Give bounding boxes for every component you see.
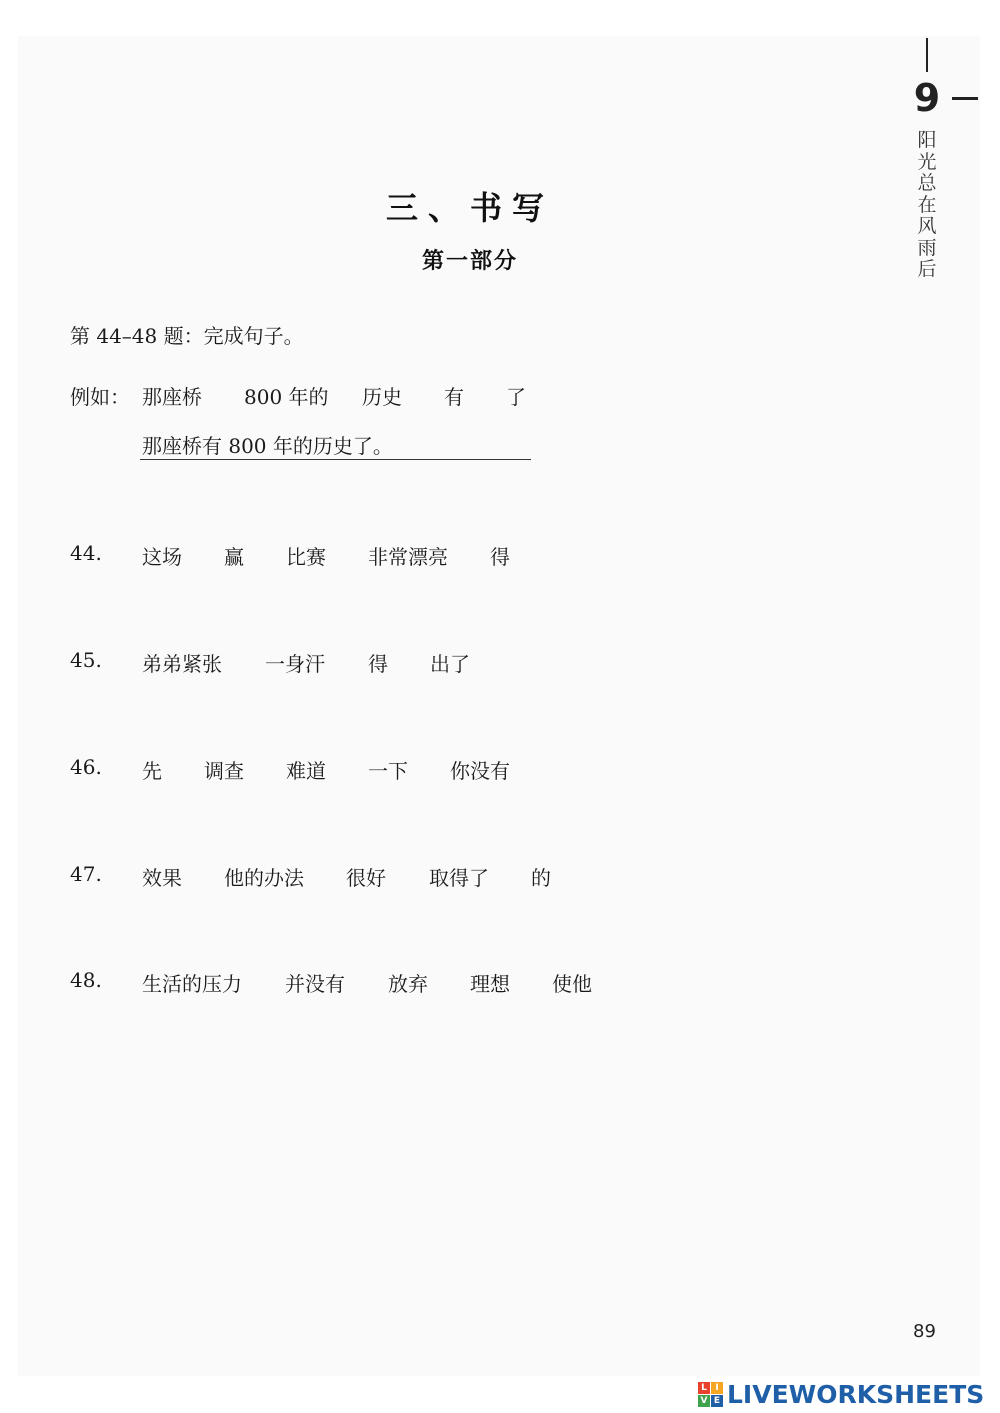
instruction-text: 第 44–48 题：完成句子。 [70, 324, 304, 348]
example-word: 那座桥 [142, 385, 202, 409]
question-word: 生活的压力 [142, 972, 242, 996]
logo-letter: V [698, 1395, 710, 1407]
question-number: 45. [70, 648, 102, 672]
section-subtitle: 第一部分 [421, 248, 518, 274]
question-word: 非常漂亮 [368, 545, 448, 569]
section-title: 三、书写 [385, 189, 554, 227]
chapter-tab-line [926, 38, 928, 72]
example-word: 有 [444, 385, 464, 409]
example-word: 历史 [362, 385, 402, 409]
example-word: 800 年的 [244, 385, 329, 409]
chapter-dash [952, 97, 978, 100]
question-word: 出了 [430, 652, 470, 676]
question-word: 这场 [142, 545, 182, 569]
question-word: 先 [142, 759, 162, 783]
question-number: 46. [70, 755, 102, 779]
question-word: 得 [490, 545, 510, 569]
liveworksheets-brand[interactable] [698, 1379, 984, 1409]
question-word: 一身汗 [265, 652, 325, 676]
question-word: 弟弟紧张 [142, 652, 222, 676]
page-number: 89 [913, 1321, 936, 1342]
question-word: 难道 [286, 759, 326, 783]
example-label: 例如： [70, 385, 130, 409]
worksheet-page [18, 36, 980, 1376]
question-word: 的 [531, 866, 551, 890]
question-word: 调查 [204, 759, 244, 783]
question-number: 48. [70, 968, 102, 992]
logo-letter: I [711, 1382, 723, 1394]
question-word: 使他 [552, 972, 592, 996]
question-word: 得 [368, 652, 388, 676]
question-word: 放弃 [388, 972, 428, 996]
question-word: 并没有 [285, 972, 345, 996]
question-number: 44. [70, 541, 102, 565]
brand-name: LIVEWORKSHEETS [727, 1379, 985, 1409]
logo-letter: E [711, 1395, 723, 1407]
question-word: 理想 [470, 972, 510, 996]
question-word: 比赛 [286, 545, 326, 569]
example-answer-line [140, 459, 531, 460]
question-word: 你没有 [450, 759, 510, 783]
question-word: 赢 [224, 545, 244, 569]
question-word: 效果 [142, 866, 182, 890]
question-word: 他的办法 [224, 866, 304, 890]
logo-letter: L [698, 1382, 710, 1394]
question-number: 47. [70, 862, 102, 886]
chapter-title: 阳光总在风雨后 [917, 129, 937, 280]
question-word: 一下 [368, 759, 408, 783]
question-word: 取得了 [429, 866, 489, 890]
example-word: 了 [506, 385, 526, 409]
question-word: 很好 [346, 866, 386, 890]
liveworksheets-logo-icon [698, 1382, 723, 1407]
chapter-number: 9 [913, 76, 941, 120]
example-answer: 那座桥有 800 年的历史了。 [142, 434, 393, 458]
